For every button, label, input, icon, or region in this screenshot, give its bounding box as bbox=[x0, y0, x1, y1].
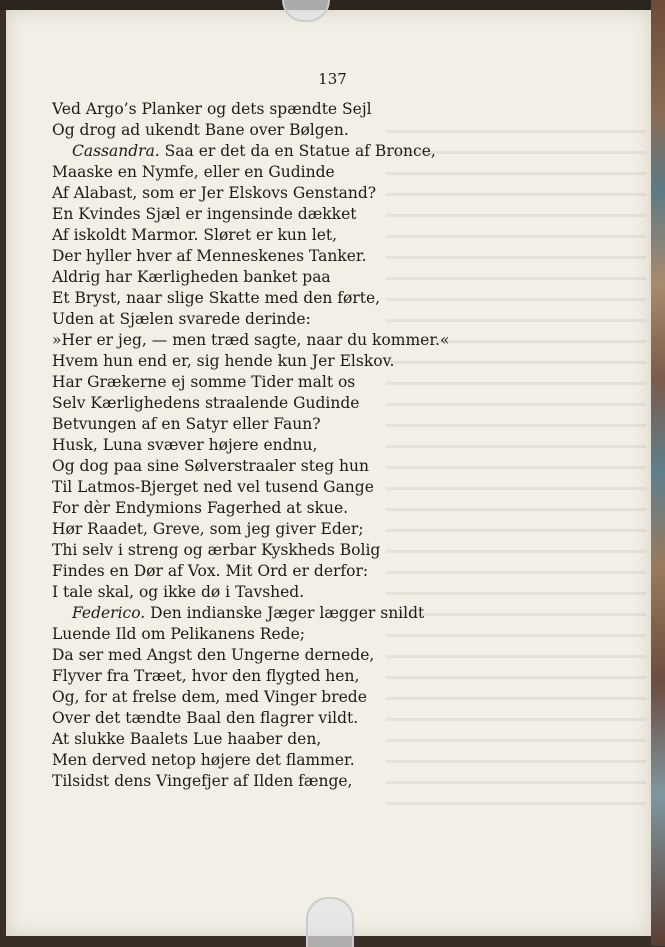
verse-text: Luende Ild om Pelikanens Rede; bbox=[52, 625, 305, 643]
verse-text: For dèr Endymions Fagerhed at skue. bbox=[52, 499, 349, 517]
verse-text: Selv Kærlighedens straalende Gudinde bbox=[52, 394, 360, 412]
verse-text: Findes en Dør af Vox. Mit Ord er derfor: bbox=[52, 562, 369, 580]
verse-text: Og, for at frelse dem, med Vinger brede bbox=[52, 688, 367, 706]
verse-line bbox=[52, 666, 472, 687]
verse-line bbox=[52, 519, 472, 540]
verse-text: Over det tændte Baal den flagrer vildt. bbox=[52, 709, 359, 727]
verse-text: Ved Argo’s Planker og dets spændte Sejl bbox=[52, 100, 372, 118]
verse-line bbox=[52, 393, 472, 414]
verse-line bbox=[52, 540, 472, 561]
verse-text: Da ser med Angst den Ungerne dernede, bbox=[52, 646, 375, 664]
verse-text: Husk, Luna svæver højere endnu, bbox=[52, 436, 318, 454]
verse-text: Et Bryst, naar slige Skatte med den førte, bbox=[52, 289, 381, 307]
verse-text: Og drog ad ukendt Bane over Bølgen. bbox=[52, 121, 349, 139]
verse-text: Saa er det da en Statue af Bronce, bbox=[159, 142, 436, 160]
verse-text: Men derved netop højere det flammer. bbox=[52, 751, 355, 769]
verse-line bbox=[52, 456, 472, 477]
verse-text: Af Alabast, som er Jer Elskovs Genstand? bbox=[52, 184, 377, 202]
verse-line bbox=[52, 330, 472, 351]
verse-line bbox=[52, 645, 472, 666]
verse-text: Til Latmos-Bjerget ned vel tusend Gange bbox=[52, 478, 374, 496]
verse-line bbox=[52, 204, 472, 225]
verse-line bbox=[52, 771, 472, 792]
verse-line bbox=[52, 624, 472, 645]
verse-line bbox=[52, 603, 472, 624]
verse-line bbox=[52, 582, 472, 603]
verse-line bbox=[52, 162, 472, 183]
verse-line bbox=[52, 729, 472, 750]
verse-text: Har Grækerne ej somme Tider malt os bbox=[52, 373, 356, 391]
speaker-name: Federico. bbox=[72, 604, 146, 622]
marbled-page-edge bbox=[651, 0, 665, 946]
verse-text: Aldrig har Kærligheden banket paa bbox=[52, 268, 331, 286]
verse-text: Uden at Sjælen svarede derinde: bbox=[52, 310, 311, 328]
verse-line bbox=[52, 141, 472, 162]
verse-line bbox=[52, 246, 472, 267]
verse-text: I tale skal, og ikke dø i Tavshed. bbox=[52, 583, 305, 601]
verse-text: Hør Raadet, Greve, som jeg giver Eder; bbox=[52, 520, 364, 538]
verse-line bbox=[52, 120, 472, 141]
verse-line bbox=[52, 99, 472, 120]
verse-line bbox=[52, 498, 472, 519]
verse-text: En Kvindes Sjæl er ingensinde dækket bbox=[52, 205, 357, 223]
verse-line bbox=[52, 561, 472, 582]
verse-text: Hvem hun end er, sig hende kun Jer Elskov. bbox=[52, 352, 395, 370]
verse-text: Betvungen af en Satyr eller Faun? bbox=[52, 415, 321, 433]
verse-text: Flyver fra Træet, hvor den flygted hen, bbox=[52, 667, 360, 685]
verse-line bbox=[52, 267, 472, 288]
verse-text: Tilsidst dens Vingefjer af Ilden fænge, bbox=[52, 772, 353, 790]
page-number: 137 bbox=[318, 70, 347, 88]
verse-text: Der hyller hver af Menneskenes Tanker. bbox=[52, 247, 367, 265]
verse-line bbox=[52, 288, 472, 309]
verse-text: At slukke Baalets Lue haaber den, bbox=[52, 730, 322, 748]
verse-line bbox=[52, 309, 472, 330]
book-binding-top bbox=[0, 0, 665, 10]
verse-text: Den indianske Jæger lægger snildt bbox=[145, 604, 425, 622]
verse-text: Maaske en Nymfe, eller en Gudinde bbox=[52, 163, 335, 181]
verse-line bbox=[52, 372, 472, 393]
verse-line bbox=[52, 225, 472, 246]
verse-line bbox=[52, 477, 472, 498]
page-clip-bottom bbox=[306, 897, 354, 947]
verse-text: »Her er jeg, — men træd sagte, naar du kommer.« bbox=[52, 331, 450, 349]
verse-text: Og dog paa sine Sølverstraaler steg hun bbox=[52, 457, 369, 475]
verse-line bbox=[52, 750, 472, 771]
verse-line bbox=[52, 708, 472, 729]
poem-text bbox=[52, 99, 472, 792]
verse-line bbox=[52, 435, 472, 456]
verse-line bbox=[52, 414, 472, 435]
verse-text: Af iskoldt Marmor. Sløret er kun let, bbox=[52, 226, 338, 244]
verse-text: Thi selv i streng og ærbar Kyskheds Bolig bbox=[52, 541, 381, 559]
speaker-name: Cassandra. bbox=[72, 142, 160, 160]
verse-line bbox=[52, 687, 472, 708]
verse-line bbox=[52, 351, 472, 372]
verse-line bbox=[52, 183, 472, 204]
